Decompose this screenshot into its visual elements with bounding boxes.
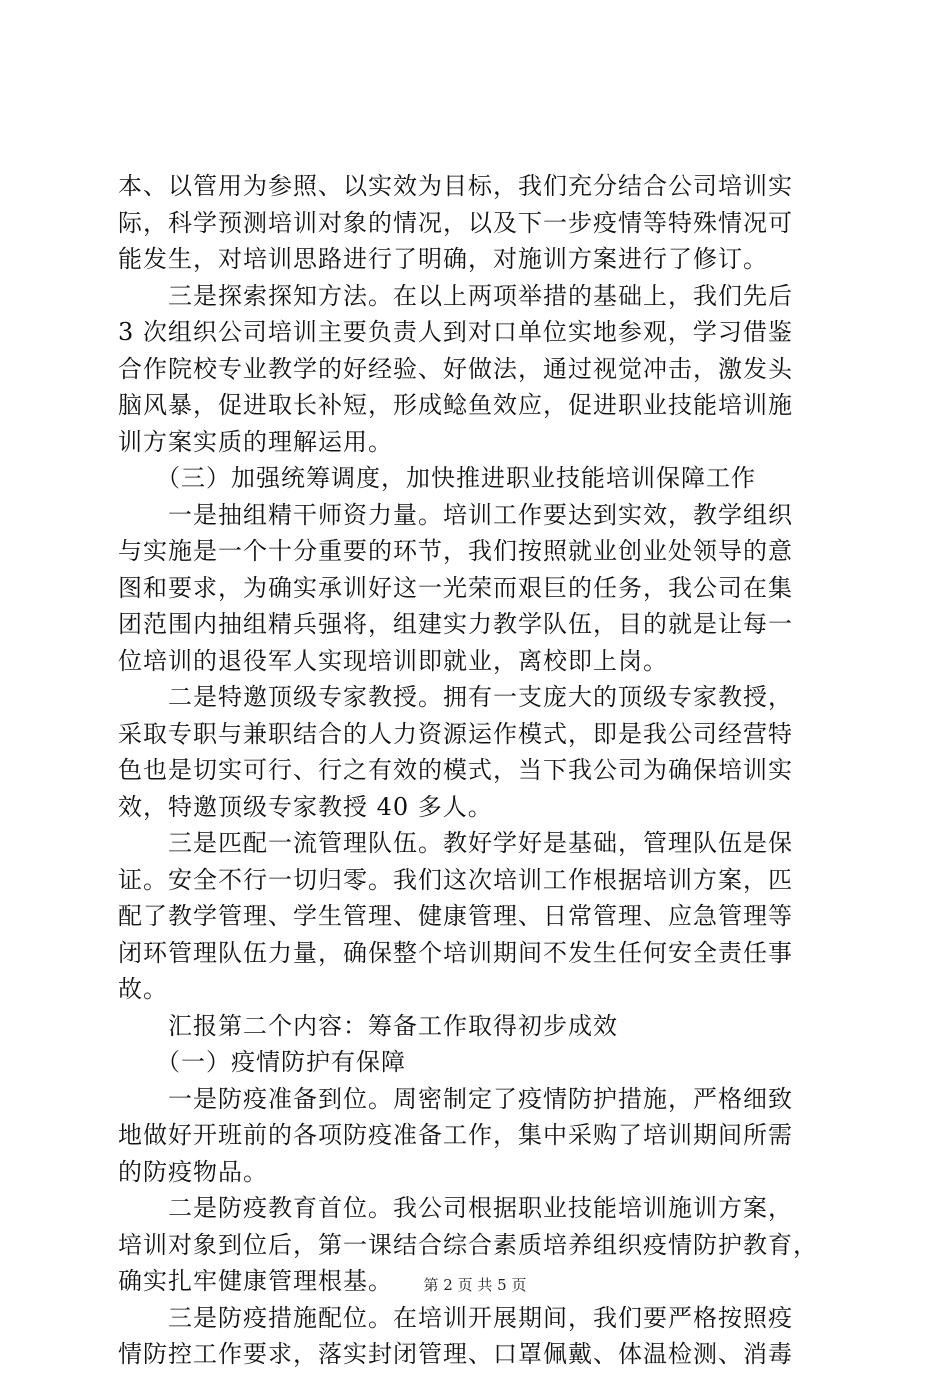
text-line: 三是防疫措施配位。在培训开展期间，我们要严格按照疫 bbox=[118, 1303, 793, 1332]
text-line: 位培训的退役军人实现培训即就业，离校即上岗。 bbox=[118, 646, 668, 675]
section-heading: 汇报第二个内容：筹备工作取得初步成效 bbox=[118, 1011, 618, 1040]
text-line: 训方案实质的理解运用。 bbox=[118, 427, 393, 456]
text-line: 采取专职与兼职结合的人力资源运作模式，即是我公司经营特 bbox=[118, 719, 793, 748]
text-line: 效，特邀顶级专家教授 40 多人。 bbox=[118, 792, 493, 821]
section-heading: （三）加强统筹调度，加快推进职业技能培训保障工作 bbox=[118, 464, 756, 492]
text-line: 培训对象到位后，第一课结合综合素质培养组织疫情防护教育， bbox=[118, 1230, 818, 1259]
text-line: 3 次组织公司培训主要负责人到对口单位实地参观，学习借鉴 bbox=[118, 318, 793, 346]
text-line: 色也是切实可行、行之有效的模式，当下我公司为确保培训实 bbox=[118, 756, 793, 784]
text-line: 一是防疫准备到位。周密制定了疫情防护措施，严格细致 bbox=[118, 1084, 793, 1113]
section-heading: （一）疫情防护有保障 bbox=[118, 1048, 406, 1076]
text-line: 情防控工作要求，落实封闭管理、口罩佩戴、体温检测、消毒 bbox=[118, 1340, 793, 1368]
text-line: 本、以管用为参照、以实效为目标，我们充分结合公司培训实 bbox=[118, 172, 793, 200]
text-line: 脑风暴，促进取长补短，形成鲶鱼效应，促进职业技能培训施 bbox=[118, 391, 793, 419]
text-line: 际，科学预测培训对象的情况，以及下一步疫情等特殊情况可 bbox=[118, 208, 793, 237]
text-line: 故。 bbox=[118, 975, 168, 1003]
text-line: 团范围内抽组精兵强将，组建实力教学队伍，目的就是让每一 bbox=[118, 610, 793, 638]
body-text bbox=[118, 168, 838, 1373]
text-line: 合作院校专业教学的好经验、好做法，通过视觉冲击，激发头 bbox=[118, 354, 793, 383]
text-line: 证。安全不行一切归零。我们这次培训工作根据培训方案，匹 bbox=[118, 865, 793, 894]
text-line: 图和要求，为确实承训好这一光荣而艰巨的任务，我公司在集 bbox=[118, 573, 793, 602]
text-line: 闭环管理队伍力量，确保整个培训期间不发生任何安全责任事 bbox=[118, 938, 793, 967]
text-line: 三是探索探知方法。在以上两项举措的基础上，我们先后 bbox=[118, 281, 793, 310]
page-number-footer: 第 2 页 共 5 页 bbox=[423, 1276, 527, 1294]
text-line: 地做好开班前的各项防疫准备工作，集中采购了培训期间所需 bbox=[118, 1121, 793, 1149]
text-line: 一是抽组精干师资力量。培训工作要达到实效，教学组织 bbox=[118, 500, 793, 529]
text-line: 与实施是一个十分重要的环节，我们按照就业创业处领导的意 bbox=[118, 537, 793, 565]
text-line: 的防疫物品。 bbox=[118, 1157, 268, 1186]
text-line: 能发生，对培训思路进行了明确，对施训方案进行了修订。 bbox=[118, 245, 768, 273]
text-line: 二是防疫教育首位。我公司根据职业技能培训施训方案， bbox=[118, 1194, 793, 1222]
text-line: 确实扎牢健康管理根基。 bbox=[118, 1267, 393, 1295]
text-line: 配了教学管理、学生管理、健康管理、日常管理、应急管理等 bbox=[118, 902, 793, 930]
text-line: 二是特邀顶级专家教授。拥有一支庞大的顶级专家教授， bbox=[118, 683, 793, 711]
text-line: 三是匹配一流管理队伍。教好学好是基础，管理队伍是保 bbox=[118, 829, 793, 857]
